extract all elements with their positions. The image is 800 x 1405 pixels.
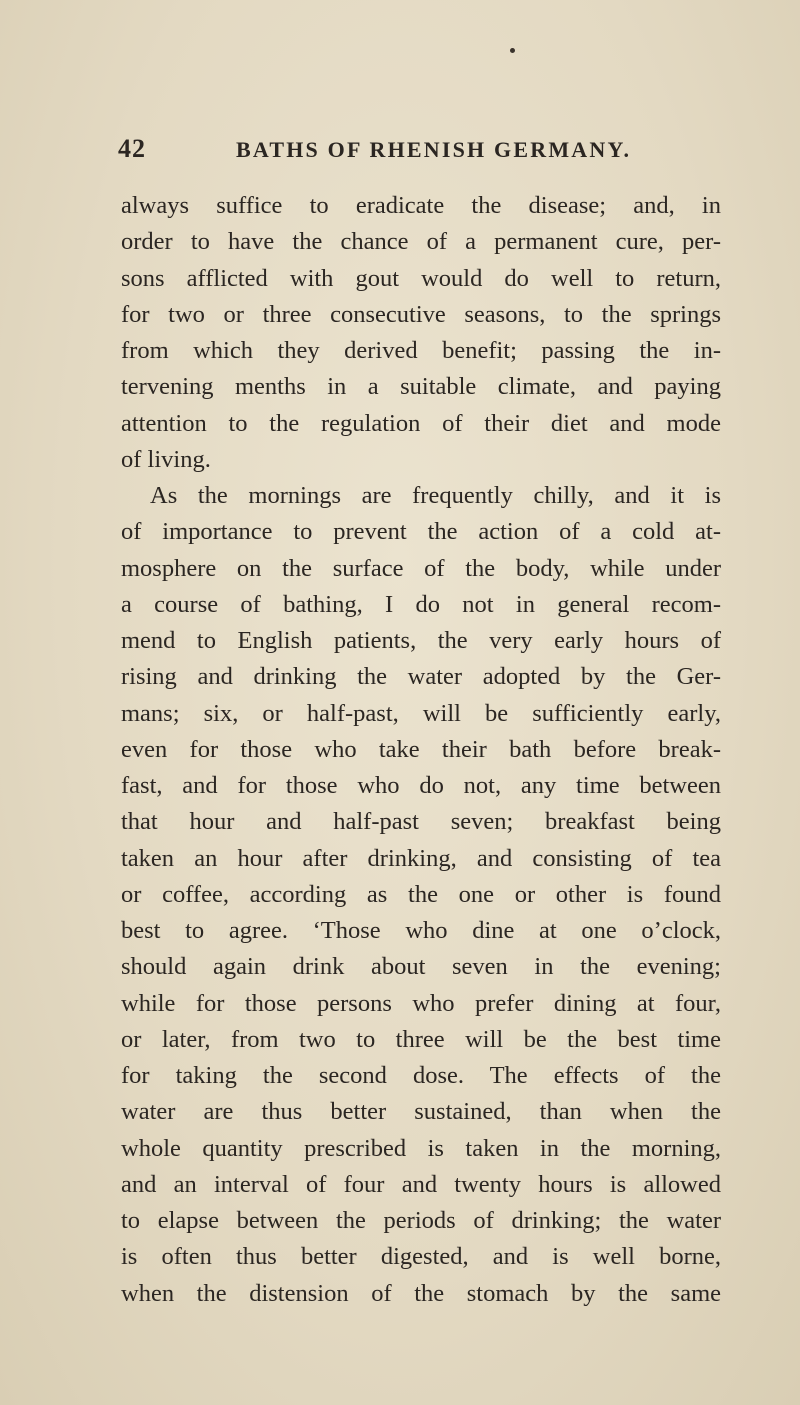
- text-line: is often thus better digested, and is well borne,: [121, 1243, 721, 1271]
- text-line: rising and drinking the water adopted by the Ger-: [121, 663, 721, 691]
- text-line: whole quantity prescribed is taken in the morning,: [121, 1134, 721, 1162]
- text-line: for two or three consecutive seasons, to the springs: [121, 300, 721, 328]
- text-line: when the distension of the stomach by the same: [121, 1279, 721, 1307]
- text-line: or coffee, according as the one or other is found: [121, 880, 721, 908]
- text-line: attention to the regulation of their diet and mode: [121, 409, 721, 437]
- running-title: BATHS OF RHENISH GERMANY.: [236, 137, 632, 162]
- text-line: always suffice to eradicate the disease; and, in: [121, 192, 721, 219]
- text-line: a course of bathing, I do not in general recom-: [121, 590, 721, 618]
- text-line: from which they derived benefit; passing the in-: [121, 337, 721, 364]
- text-line: best to agree. ‘Those who dine at one o’clock,: [121, 917, 721, 944]
- text-line: for taking the second dose. The effects of the: [121, 1062, 721, 1089]
- running-head: [118, 134, 718, 164]
- text-line: while for those persons who prefer dining at four,: [121, 989, 721, 1017]
- text-line: that hour and half-past seven; breakfast being: [121, 808, 721, 836]
- text-line: As the mornings are frequently chilly, and it is: [150, 482, 721, 509]
- text-line: to elapse between the periods of drinking; the water: [121, 1207, 721, 1234]
- body-text: [121, 188, 721, 1312]
- text-line: taken an hour after drinking, and consisting of tea: [121, 844, 721, 872]
- text-line: sons afflicted with gout would do well to return,: [121, 264, 721, 292]
- text-line: mosphere on the surface of the body, while under: [121, 554, 721, 582]
- text-line: order to have the chance of a permanent cure, per-: [121, 228, 721, 256]
- text-line: or later, from two to three will be the best time: [121, 1025, 721, 1053]
- text-line: of importance to prevent the action of a cold at-: [121, 518, 721, 546]
- text-line: fast, and for those who do not, any time between: [121, 772, 721, 799]
- ink-speck: [510, 48, 515, 53]
- text-line: of living.: [121, 445, 211, 473]
- text-line: mans; six, or half-past, will be sufficiently early,: [121, 699, 721, 727]
- page-number: 42: [118, 134, 146, 163]
- text-line: tervening menths in a suitable climate, and paying: [121, 373, 721, 401]
- text-line: even for those who take their bath before break-: [121, 735, 721, 763]
- text-line: water are thus better sustained, than when the: [121, 1098, 721, 1126]
- text-line: should again drink about seven in the evening;: [121, 953, 721, 981]
- text-line: mend to English patients, the very early hours of: [121, 627, 721, 654]
- text-line: and an interval of four and twenty hours is allowed: [121, 1170, 721, 1198]
